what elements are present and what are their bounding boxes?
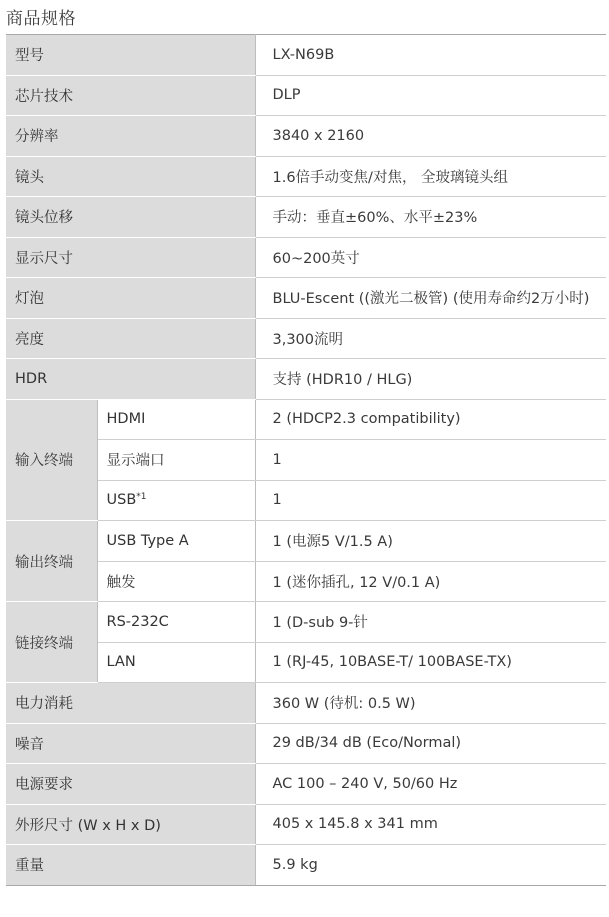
sub-label-displayport: 显示端口 bbox=[97, 440, 255, 481]
sub-value-rs232c: 1 (D-sub 9-针 bbox=[255, 602, 606, 643]
table-row bbox=[6, 156, 606, 197]
row-label-brightness: 亮度 bbox=[6, 318, 255, 359]
row-value-screen-size: 60~200英寸 bbox=[255, 237, 606, 278]
table-row bbox=[6, 804, 606, 845]
group-label-input: 输入终端 bbox=[6, 399, 97, 521]
table-row bbox=[6, 237, 606, 278]
row-label-noise: 噪音 bbox=[6, 723, 255, 764]
row-value-dimensions: 405 x 145.8 x 341 mm bbox=[255, 804, 606, 845]
table-row bbox=[6, 521, 606, 562]
group-label-output: 输出终端 bbox=[6, 521, 97, 602]
row-value-hdr: 支持 (HDR10 / HLG) bbox=[255, 359, 606, 400]
row-label-dimensions: 外形尺寸 (W x H x D) bbox=[6, 804, 255, 845]
row-label-hdr: HDR bbox=[6, 359, 255, 400]
sub-value-hdmi: 2 (HDCP2.3 compatibility) bbox=[255, 399, 606, 440]
table-row bbox=[6, 318, 606, 359]
sub-label-usb bbox=[97, 480, 255, 521]
table-row bbox=[6, 75, 606, 116]
table-row bbox=[6, 399, 606, 440]
row-value-lens-shift: 手动：垂直±60%、水平±23% bbox=[255, 197, 606, 238]
row-label-power: 电力消耗 bbox=[6, 683, 255, 724]
table-row bbox=[6, 845, 606, 886]
sub-label-hdmi: HDMI bbox=[97, 399, 255, 440]
row-value-noise: 29 dB/34 dB (Eco/Normal) bbox=[255, 723, 606, 764]
row-label-chip: 芯片技术 bbox=[6, 75, 255, 116]
row-value-power-supply: AC 100 – 240 V, 50/60 Hz bbox=[255, 764, 606, 805]
row-label-weight: 重量 bbox=[6, 845, 255, 886]
table-row bbox=[6, 723, 606, 764]
table-row bbox=[6, 278, 606, 319]
table-row bbox=[6, 35, 606, 76]
sub-value-trigger: 1 (迷你插孔, 12 V/0.1 A) bbox=[255, 561, 606, 602]
sub-value-usb-type-a: 1 (电源5 V/1.5 A) bbox=[255, 521, 606, 562]
row-label-lens-shift: 镜头位移 bbox=[6, 197, 255, 238]
row-label-resolution: 分辨率 bbox=[6, 116, 255, 157]
sub-label-lan: LAN bbox=[97, 642, 255, 683]
table-row bbox=[6, 197, 606, 238]
row-value-brightness: 3,300流明 bbox=[255, 318, 606, 359]
sub-label-rs232c: RS-232C bbox=[97, 602, 255, 643]
row-label-model: 型号 bbox=[6, 35, 255, 76]
row-value-lamp: BLU-Escent ((激光二极管) (使用寿命约2万小时) bbox=[255, 278, 606, 319]
table-row bbox=[6, 764, 606, 805]
row-value-power: 360 W (待机: 0.5 W) bbox=[255, 683, 606, 724]
sub-value-displayport: 1 bbox=[255, 440, 606, 481]
row-value-resolution: 3840 x 2160 bbox=[255, 116, 606, 157]
row-label-lamp: 灯泡 bbox=[6, 278, 255, 319]
sub-value-usb: 1 bbox=[255, 480, 606, 521]
footnote-marker: *1 bbox=[136, 492, 147, 503]
group-label-link: 链接终端 bbox=[6, 602, 97, 683]
table-row bbox=[6, 683, 606, 724]
row-label-screen-size: 显示尺寸 bbox=[6, 237, 255, 278]
row-value-model: LX-N69B bbox=[255, 35, 606, 76]
table-row bbox=[6, 116, 606, 157]
row-value-chip: DLP bbox=[255, 75, 606, 116]
row-label-lens: 镜头 bbox=[6, 156, 255, 197]
sub-label-usb-type-a: USB Type A bbox=[97, 521, 255, 562]
sub-value-lan: 1 (RJ-45, 10BASE-T/ 100BASE-TX) bbox=[255, 642, 606, 683]
sub-label-trigger: 触发 bbox=[97, 561, 255, 602]
sub-label-usb-text: USB bbox=[106, 492, 137, 509]
row-label-power-supply: 电源要求 bbox=[6, 764, 255, 805]
row-value-lens: 1.6倍手动变焦/对焦， 全玻璃镜头组 bbox=[255, 156, 606, 197]
table-row bbox=[6, 359, 606, 400]
row-value-weight: 5.9 kg bbox=[255, 845, 606, 886]
table-row bbox=[6, 602, 606, 643]
page-title: 商品规格 bbox=[6, 9, 76, 29]
spec-table bbox=[6, 34, 606, 886]
